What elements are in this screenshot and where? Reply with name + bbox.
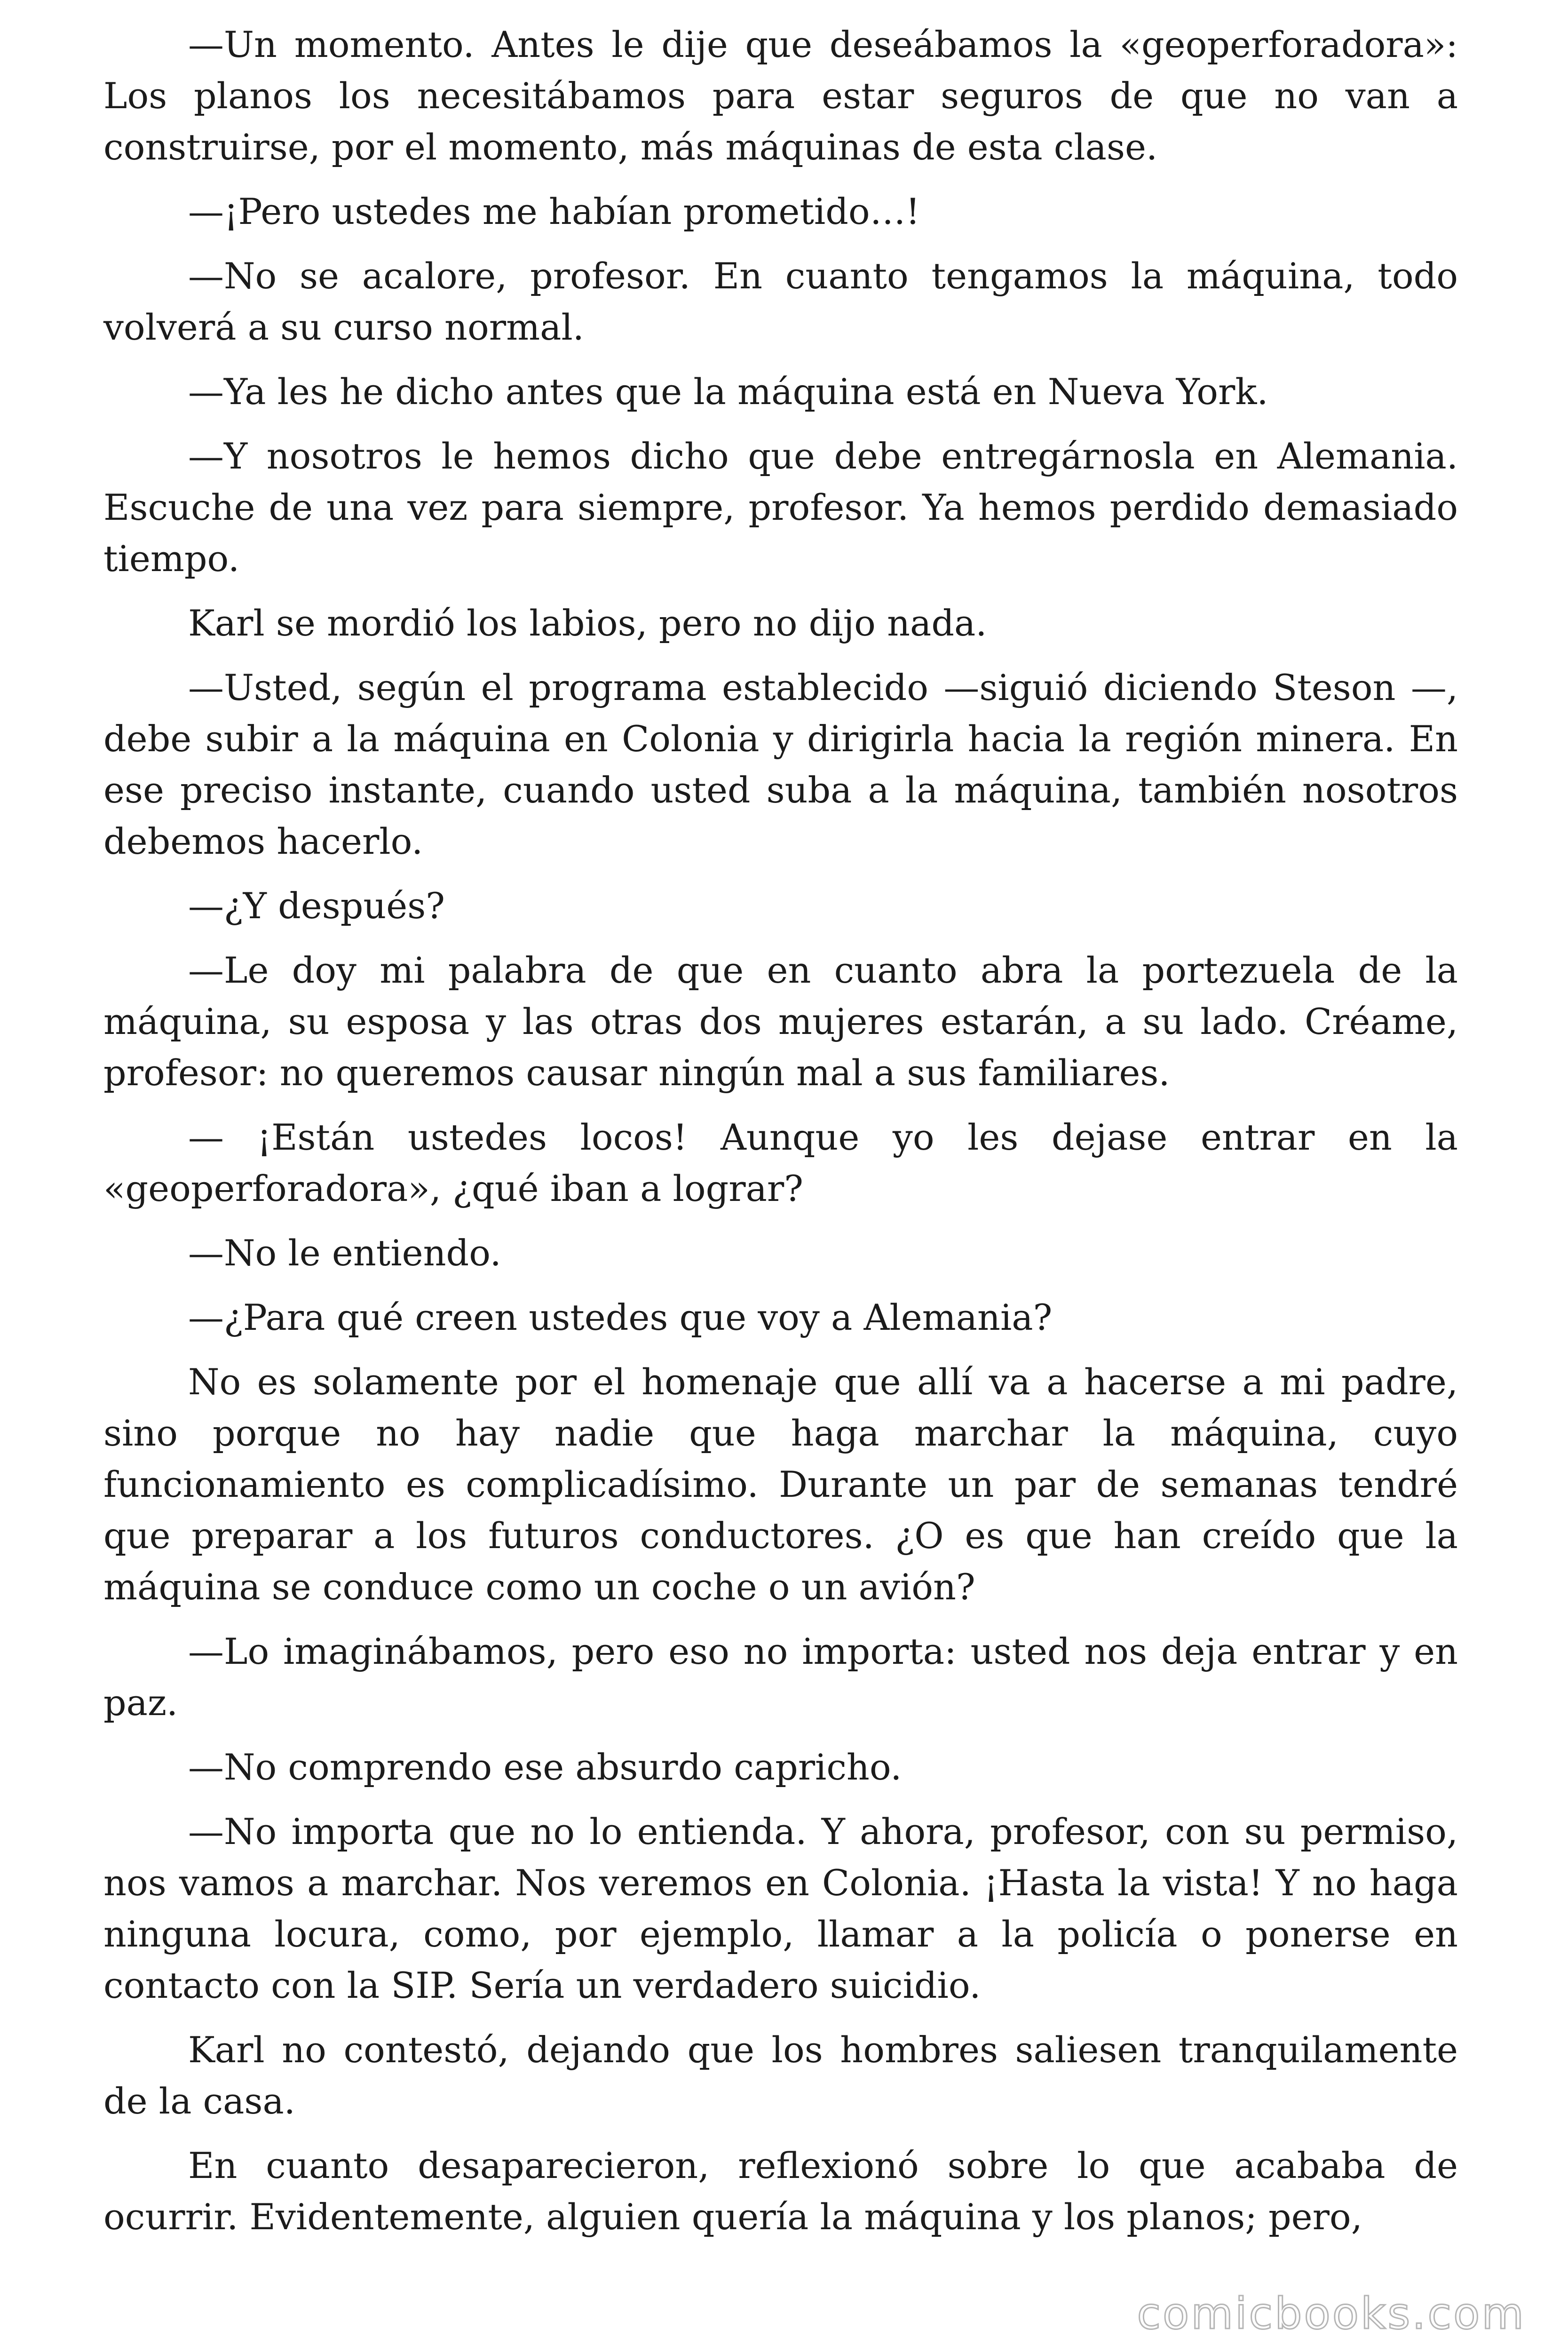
paragraph: —¡Pero ustedes me habían prometido…!	[188, 191, 920, 232]
paragraph: —Lo imaginábamos, pero eso no importa: usted nos deja entrar y en paz.	[103, 1630, 1458, 1724]
paragraph: —No se acalore, profesor. En cuanto tengamos la máquina, todo volverá a su curso normal.	[103, 255, 1458, 348]
paragraph: —Ya les he dicho antes que la máquina está en Nueva York.	[188, 371, 1268, 413]
paragraph: Karl no contestó, dejando que los hombres saliesen tranquilamente de la casa.	[103, 2029, 1458, 2122]
paragraph: —Le doy mi palabra de que en cuanto abra la portezuela de la máquina, su esposa y las otras dos mujeres estarán, a su lado. Créame, profesor: no queremos causar ningún mal a sus familiares.	[103, 949, 1458, 1094]
paragraph: —¿Y después?	[188, 885, 445, 927]
paragraph: —No comprendo ese absurdo capricho.	[188, 1746, 902, 1788]
paragraph: —Usted, según el programa establecido —siguió diciendo Steson —, debe subir a la máquina en Colonia y dirigirla hacia la región minera. En ese preciso instante, cuando usted suba a la máquina, también nosotros debemos hacerlo.	[103, 667, 1458, 862]
paragraph: —Y nosotros le hemos dicho que debe entregárnosla en Alemania. Escuche de una vez para siempre, profesor. Ya hemos perdido demasiado tiempo.	[103, 435, 1458, 580]
paragraph: Karl se mordió los labios, pero no dijo nada.	[188, 602, 987, 644]
paragraph: — ¡Están ustedes locos! Aunque yo les dejase entrar en la «geoperforadora», ¿qué iban a lograr?	[103, 1116, 1458, 1209]
paragraph: En cuanto desaparecieron, reflexionó sobre lo que acababa de ocurrir. Evidentemente, alguien quería la máquina y los planos; pero,	[103, 2145, 1458, 2238]
paragraph: —Un momento. Antes le dije que deseábamos la «geoperforadora»: Los planos los necesitábamos para estar seguros de que no van a construirse, por el momento, más máquinas de esta clase.	[103, 24, 1458, 168]
paragraph: No es solamente por el homenaje que allí va a hacerse a mi padre, sino porque no hay nadie que haga marchar la máquina, cuyo funcionamiento es complicadísimo. Durante un par de semanas tendré que preparar a los futuros conductores. ¿O es que han creído que la máquina se conduce como un coche o un avión?	[103, 1361, 1458, 1608]
book-page	[103, 19, 1458, 2314]
paragraph: —No importa que no lo entienda. Y ahora, profesor, con su permiso, nos vamos a marchar. Nos veremos en Colonia. ¡Hasta la vista! Y no haga ninguna locura, como, por ejemplo, llamar a la policía o ponerse en contacto con la SIP. Sería un verdadero suicidio.	[103, 1811, 1458, 2006]
watermark: comicbooks.com	[1137, 2288, 1526, 2339]
paragraph: —¿Para qué creen ustedes que voy a Alemania?	[188, 1296, 1053, 1338]
paragraph: —No le entiendo.	[188, 1232, 501, 1274]
